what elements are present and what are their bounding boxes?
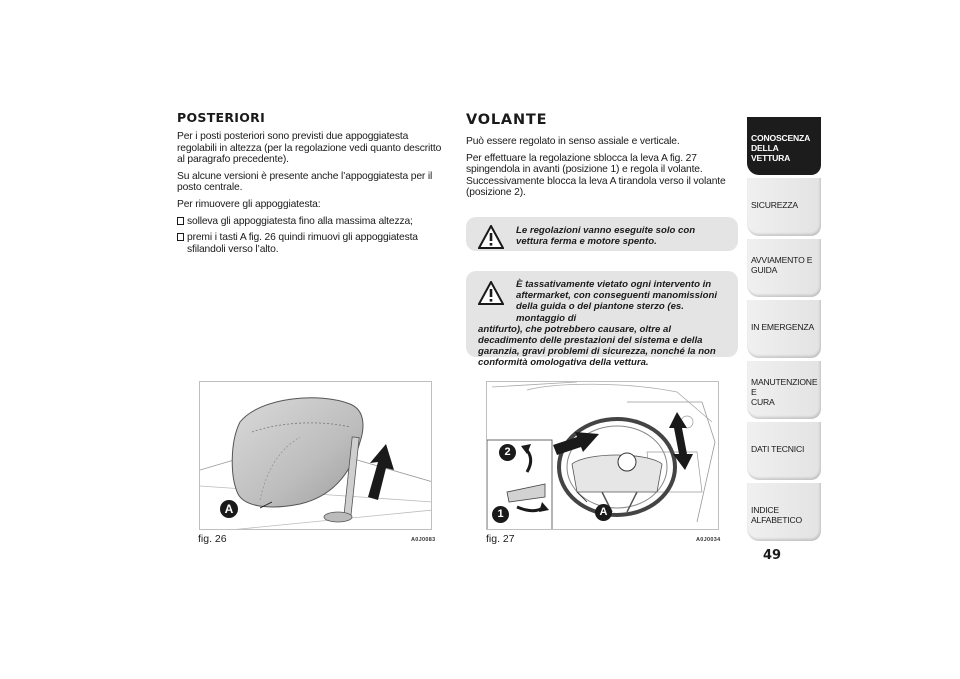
warning-box bbox=[466, 217, 738, 251]
warning-text: Le regolazioni vanno eseguite solo con vettura ferma e motore spento. bbox=[516, 224, 696, 248]
page-number: 49 bbox=[763, 548, 782, 563]
chapter-tabs bbox=[747, 117, 821, 544]
list-item: solleva gli appoggiatesta fino alla massima altezza; bbox=[177, 216, 442, 228]
paragraph: Per i posti posteriori sono previsti due appoggiatesta regolabili in altezza (per la regolazione vedi quanto descritto al paragrafo precedente). bbox=[177, 131, 442, 166]
figure-caption: fig. 27 bbox=[486, 533, 515, 545]
callout-1: 1 bbox=[492, 506, 509, 523]
tab-manutenzione-e-cura[interactable]: MANUTENZIONE E CURA bbox=[747, 361, 821, 419]
warning-text: antifurto), che potrebbero causare, oltre al decadimento delle prestazioni del sistema e della garanzia, gravi problemi di sicurezza, nonché la non conformità omologativa della vettura. bbox=[478, 323, 716, 369]
paragraph: Per rimuovere gli appoggiatesta: bbox=[177, 198, 321, 210]
figure-code: A0J0034 bbox=[696, 537, 721, 543]
callout-a: A bbox=[595, 504, 612, 521]
list-item: premi i tasti A fig. 26 quindi rimuovi gli appoggiatesta sfilandoli verso l’alto. bbox=[177, 232, 442, 255]
tab-indice-alfabetico[interactable]: INDICE ALFABETICO bbox=[747, 483, 821, 541]
section-heading-volante: VOLANTE bbox=[466, 112, 548, 128]
checkbox-bullet-icon bbox=[177, 217, 184, 225]
tab-in-emergenza[interactable]: IN EMERGENZA bbox=[747, 300, 821, 358]
right-column bbox=[466, 110, 738, 369]
paragraph: Può essere regolato in senso assiale e verticale. bbox=[466, 136, 680, 147]
tab-conoscenza-della-vettura[interactable]: CONOSCENZA DELLA VETTURA bbox=[747, 117, 821, 175]
warning-box bbox=[466, 271, 738, 369]
callout-a: A bbox=[220, 500, 238, 518]
figure-caption: fig. 26 bbox=[198, 533, 227, 545]
figure-code: A0J0083 bbox=[411, 537, 436, 543]
warning-text: È tassativamente vietato ogni intervento in aftermarket, con conseguenti manomissioni della guida o del piantone sterzo (es. montaggio di bbox=[516, 278, 717, 324]
figure-headrest bbox=[199, 381, 432, 530]
paragraph: Su alcune versioni è presente anche l’appoggiatesta per il posto centrale. bbox=[177, 170, 433, 194]
section-heading-posteriori: POSTERIORI bbox=[177, 110, 266, 125]
tab-dati-tecnici[interactable]: DATI TECNICI bbox=[747, 422, 821, 480]
up-arrow-icon bbox=[368, 444, 394, 500]
paragraph: Per effettuare la regolazione sblocca la leva A fig. 27 spingendola in avanti (posizione 1) e regola il volante. Successivamente blocca la leva A tirandola verso il volante (posizione 2). bbox=[466, 152, 726, 199]
tab-sicurezza[interactable]: SICUREZZA bbox=[747, 178, 821, 236]
vertical-arrow-icon bbox=[669, 412, 693, 470]
checkbox-bullet-icon bbox=[177, 233, 184, 241]
figure-steering-wheel bbox=[486, 381, 719, 530]
warning-triangle-icon bbox=[478, 225, 504, 249]
warning-triangle-icon bbox=[478, 281, 504, 305]
callout-2: 2 bbox=[499, 444, 516, 461]
tab-avviamento-e-guida[interactable]: AVVIAMENTO E GUIDA bbox=[747, 239, 821, 297]
left-column bbox=[177, 110, 442, 260]
